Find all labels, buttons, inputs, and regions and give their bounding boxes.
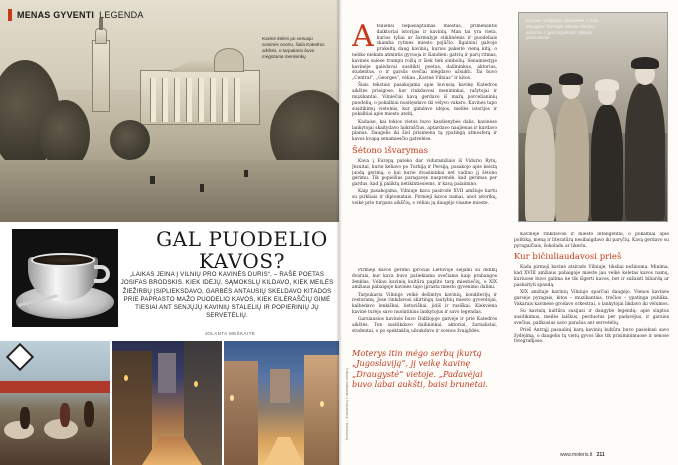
author-byline: JOLANTA MEŠKAITĖ bbox=[204, 331, 256, 336]
column-3-paragraph-4: Su kavinių kultūra susijusi ir daugybė legendų: apie slaptus susitikimus, meilės laiškus, perduotus per padavėjus, ir garsius svečius, palikusius savo parašus ant servetėlių. bbox=[514, 308, 669, 326]
historic-cathedral-square-photo bbox=[0, 0, 339, 222]
page-folio bbox=[560, 452, 605, 458]
evening-street-photo bbox=[224, 341, 339, 465]
column-1-paragraph-3: Kadaise, kai tokios vietos buvo kasdienybės dalis, kavinėse lankytojai skaitydavo laikraščius, aptardavo naujienas ir kurdavo planus. Daugelis iki šiol prisimena tą ypatingą atmosferą ir kavos kvapą senamiesčio gatvelėse. bbox=[352, 119, 497, 143]
vintage-group-photo bbox=[518, 12, 668, 222]
section-marker bbox=[8, 9, 12, 21]
photo-credit: Nuotraukos – iš asmeninių ir muziejaus archyvų bbox=[345, 368, 349, 440]
headline-line-1: GAL PUODELIO bbox=[156, 227, 328, 251]
column-2-paragraph-1: Pirmieji kavos gėrimo įpročiai Lietuvoje siejami su didikų dvarais, kur kava buvo patiekiama svečiams kaip prabangos ženklas. Vėliau kavinių kultūra paplito tarp miestiečių, o XIX amžiaus pabaigoje kavinės tapo įprasta miesto gyvenimo dalimi. bbox=[352, 268, 497, 291]
page-gutter bbox=[336, 0, 342, 465]
column-1-paragraph-2: Šiais tekstais pasakojama apie buvusią kavinę Katedros aikštės prieigose, kur rinkdavosi menininkai, rašytojai ir muzikantai. Vilniečiai kavą gerdavo iš mažų porcelianinių puodelių, o pokalbiai nusitęsdavo iki vėlyvo vakaro. Kavinės tapo susitikimų vietomis, kur gimdavo idėjos, meilės istorijos ir pokalbiai apie miesto ateitį. bbox=[352, 83, 497, 118]
subheading-2: Kur bičiuliaudavosi prieš bbox=[514, 252, 622, 263]
vintage-photo-caption: Kavinės lankytojos „Botanikos ir sodų draugijos" šventėje. Miesto istorijos akimirka ir gyvi tarpukario Vilniaus prisiminimai bbox=[526, 18, 599, 41]
column-3-paragraph-2: Kada pirmoji kavinė atsirado Vilniuje, tiksliai nežinoma. Minima, kad XVIII amžiaus pabaigoje mieste jau veikė keletas kavos namų, kuriuose buvo galima ne tik išgerti kavos, bet ir sužaisti biliardą ar paskaityti spaudą. bbox=[514, 265, 669, 288]
article-column-3 bbox=[514, 232, 669, 446]
column-2-paragraph-2: Tarpukariu Vilniuje veikė dešimtys kavinių, konditerijų ir restoranų. Jose rinkdavosi skirtingų tautybių miesto gyventojai, kalbėdavo lenkiškai, lietuviškai, jidiš ir rusiškai. Kiekviena kavinė turėjo savo nuolatinius lankytojus ir savo legendas. bbox=[352, 292, 497, 316]
drop-cap: A bbox=[352, 24, 374, 54]
section-label: MENAS GYVENTI bbox=[17, 10, 95, 20]
column-3-paragraph-1: Kavinėje rinkdavosi ir miesto inteligentai, o pokalbiai apie politiką, meną ir literatūrą nesibaigdavo iki paryčių. Kavą gerdavo su pyragaičiais, šokoladu ar likeriu. bbox=[514, 232, 669, 249]
section-tag bbox=[8, 9, 144, 21]
historic-photo-caption: Kavinė kėlėsi po senuoju sostinės centru, šalia Katedros aikštės, o tarpukariu buvo mėgstama menininkų bbox=[262, 36, 325, 59]
old-town-street-photo bbox=[112, 341, 222, 465]
article-column-2 bbox=[352, 268, 497, 344]
column-1-paragraph-5: Kaip pasakojama, Vilniuje kava pasirodė XVII amžiuje kartu su pirkliais ir diplomatais. Pirmieji kavos namai, anot istorikų, veikė prie turgaus aikščių, o vėliau jų daugėjo visame mieste. bbox=[352, 189, 497, 207]
headline-line-2: KAVOS? bbox=[198, 249, 286, 273]
section-sublabel: LEGENDA bbox=[99, 10, 144, 20]
street-cafe-photo bbox=[0, 341, 110, 465]
coffee-cup-photo bbox=[12, 229, 118, 327]
column-1-paragraph-4: Kava į Europą pateko dar viduramžiais iš Vidurio Rytų. Jėzuitai, kurie keliavo po Turkiją ir Persiją, pasakojo apie keistą juodą gėrimą, o kai kurie dvasininkai net vadino jį šėtono gėrimu. Tik popiežius paragavęs nusprendė, kad gėrimas per gardus, kad jį paliktų netikintiesiems, ir kavą palaimino. bbox=[352, 158, 497, 188]
coffee-surface bbox=[31, 253, 95, 267]
column-3-paragraph-5: Prieš Antrąjį pasaulinį karą kavinių kultūra buvo pasiekusi savo žydėjimą, o daugelis tų vietų gyvos liko tik prisiminimuose ir senose fotografijose. bbox=[514, 327, 669, 345]
pull-quote: Moterys itin mėgo serbų įkurtą „Jugoslaviją“, jį veikę kavinę „Draugystė“ vietoje. „Padavėjai buvo labai aukšti, baisi brunetai. bbox=[352, 348, 489, 389]
column-1-intro: tsiliensi nepaslaptamas miestas, primenantis daiktoriai istorijas ir kavinių. Man tai yra vieta, kurios tyliai ar šurmulyje stiklinėmis ir puodeliais skamba rytinės miesto pojūčio. Ilgainiui galvoje prakeltų daug kavinių, kurios pakeitė vieną kitą, o neliko niekam atmintis gyvuoja ir šiandien: gatvių ir parų ritmas, kavinės salėse trumpu rožių ir šiek tiek simbolių. Senamiestyje kavinėje galėdavai susitikti poetus, dailininkus, aktorius, studentus, o ir garsūs svečiai mėgdavo užsukti. Tai buvo „Central“, „Georges“, vėliau „Kavinė Vilnius“ ir kitos. bbox=[352, 24, 497, 82]
article-headline bbox=[152, 228, 332, 272]
cup-handle bbox=[94, 265, 110, 283]
folio-site: www.moteris.lt bbox=[560, 452, 593, 458]
column-3-paragraph-3: XIX amžiuje kavinių Vilniuje sparčiai daugėjo. Vienos kavinės garsėjo pyragais, kitos – muzikantais, trečios – ypatinga publika. Vakarais kavinėse grodavo orkestrai, o lankytojai likdavo iki vėlumos. bbox=[514, 290, 669, 307]
column-2-paragraph-3: Garsiausios kavinės buvo Didžiojoje gatvėje ir prie Katedros aikštės. Ten susitikdavo dailininkai, aktoriai, žurnalistai, studentai, o po spektaklių užsukdavo ir scenos žvaigždės. bbox=[352, 317, 497, 334]
subheading-1: Šėtono išvarymas bbox=[352, 145, 428, 156]
page-number: 211 bbox=[596, 452, 605, 458]
article-intro: „LAIKAS JEINA Į VILNIŲ PRO KAVINĖS DURIS“, – RAŠĖ POETAS JOSIFAS BRODSKIS. KIEK IDĖJŲ, SĄMOKSLŲ KILDAVO, KIEK MEILĖS ŽIEŽIRBŲ ĮSIPLIEKSDAVO, GARBĖS ANTAUSIŲ SKELDAVO KITADOS PRIE PAPRASTO MAŽO PUODELIO KAVOS, KIEK EILĖRAŠČIŲ GIMĖ TIESIAI ANT SENJŲJŲ KAVINIŲ STALELIŲ IR POPIERINIŲ JŲ SERVETĖLIŲ. bbox=[120, 271, 334, 320]
